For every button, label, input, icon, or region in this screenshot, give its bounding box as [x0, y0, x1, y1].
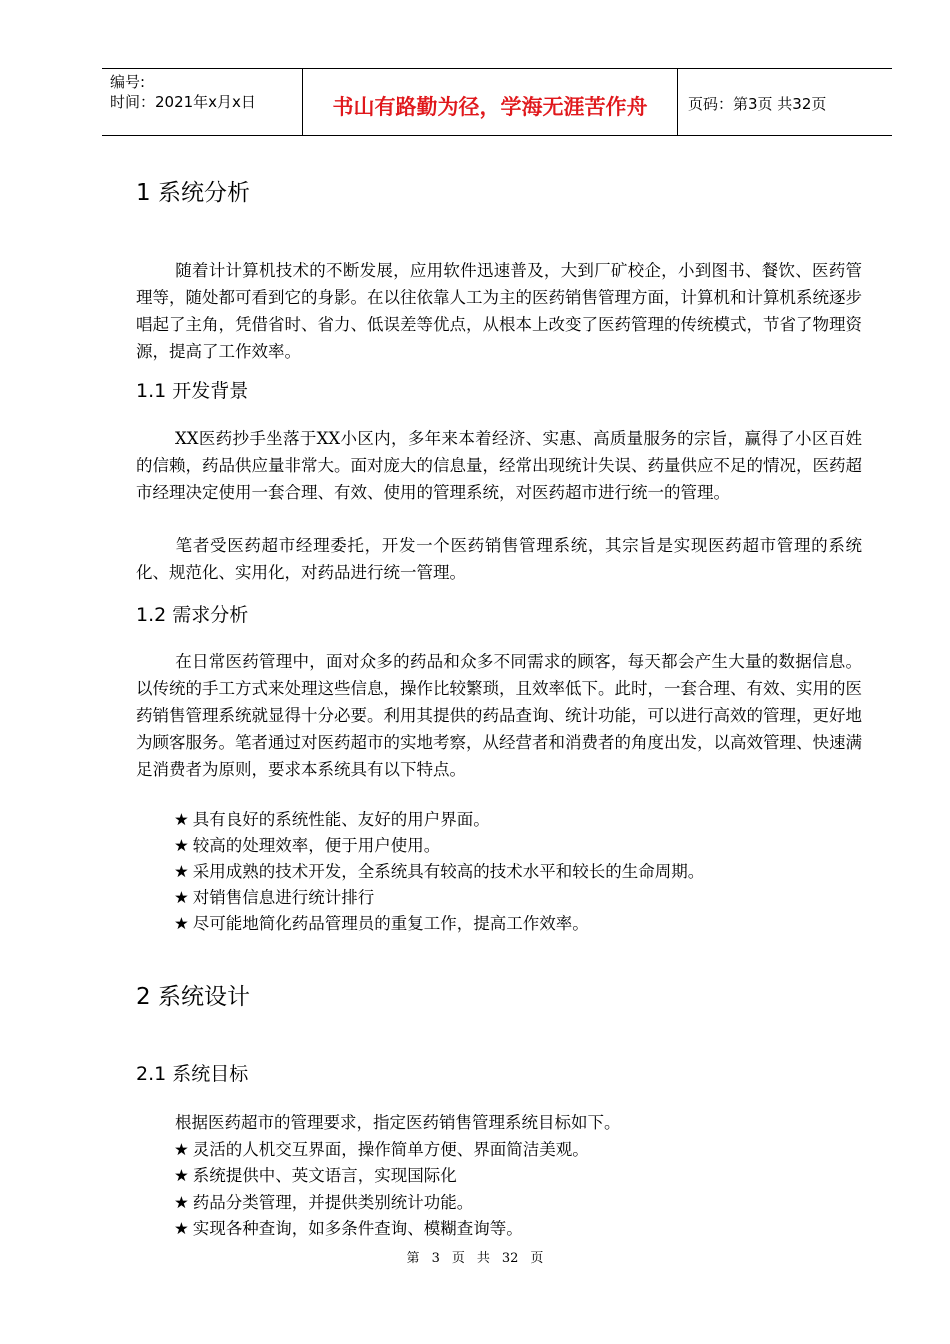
page-footer: 第 3 页 共 32 页: [406, 1251, 544, 1266]
section-1-1-paragraph-1-text: XX医药抄手坐落于XX小区内，多年来本着经济、实惠、高质量服务的宗旨，赢得了小区百姓的信赖，药品供应量非常大。面对庞大的信息量，经常出现统计失误、药量供应不足的情况，医药超市经理决定使用一套合理、有效、使用的管理系统，对医药超市进行统一的管理。: [136, 429, 862, 502]
section-1-2-paragraph: [136, 648, 862, 783]
section-1-1-title: 1.1 开发背景: [136, 380, 249, 402]
list-item: ★ 较高的处理效率，便于用户使用。: [174, 836, 441, 855]
section-1-1-paragraph-2-text: 笔者受医药超市经理委托，开发一个医药销售管理系统，其宗旨是实现医药超市管理的系统化、规范化、实用化，对药品进行统一管理。: [136, 536, 862, 582]
list-item: ★ 采用成熟的技术开发，全系统具有较高的技术水平和较长的生命周期。: [174, 862, 705, 881]
section-1-1-paragraph-2: [136, 532, 862, 586]
star-icon: ★: [174, 1140, 189, 1159]
list-item: ★ 具有良好的系统性能、友好的用户界面。: [174, 810, 490, 829]
star-icon: ★: [174, 914, 189, 933]
list-item: ★ 系统提供中、英文语言，实现国际化: [174, 1166, 457, 1185]
section-2-1-paragraph: [136, 1109, 862, 1136]
list-item: ★ 灵活的人机交互界面，操作简单方便、界面简洁美观。: [174, 1140, 589, 1159]
star-icon: ★: [174, 810, 189, 829]
section-1-1-paragraph-1: [136, 425, 862, 506]
header-page-cell: [678, 69, 892, 135]
page-header: [102, 68, 892, 136]
header-page-label: 页码：第3页 共32页: [688, 95, 827, 113]
header-meta: [102, 69, 303, 135]
star-icon: ★: [174, 888, 189, 907]
section-1-paragraph: [136, 257, 862, 365]
section-2-1-title: 2.1 系统目标: [136, 1063, 249, 1085]
list-item: ★ 实现各种查询，如多条件查询、模糊查询等。: [174, 1219, 523, 1238]
section-1-title: 1 系统分析: [136, 180, 250, 206]
header-motto: 书山有路勤为径，学海无涯苦作舟: [332, 95, 648, 119]
list-item: ★ 对销售信息进行统计排行: [174, 888, 375, 907]
star-icon: ★: [174, 1166, 189, 1185]
star-icon: ★: [174, 1193, 189, 1212]
list-item: ★ 药品分类管理，并提供类别统计功能。: [174, 1193, 474, 1212]
section-1-2-title: 1.2 需求分析: [136, 604, 249, 626]
number-label: 编号:: [110, 73, 146, 91]
section-1-paragraph-text: 随着计计算机技术的不断发展，应用软件迅速普及，大到厂矿校企，小到图书、餐饮、医药管理等，随处都可看到它的身影。在以往依靠人工为主的医药销售管理方面，计算机和计算机系统逐步唱起了主角，凭借省时、省力、低误差等优点，从根本上改变了医药管理的传统模式，节省了物理资源，提高了工作效率。: [136, 261, 862, 361]
section-2-title: 2 系统设计: [136, 984, 250, 1010]
section-1-2-paragraph-text: 在日常医药管理中，面对众多的药品和众多不同需求的顾客，每天都会产生大量的数据信息。以传统的手工方式来处理这些信息，操作比较繁琐，且效率低下。此时，一套合理、有效、实用的医药销售管理系统就显得十分必要。利用其提供的药品查询、统计功能，可以进行高效的管理，更好地为顾客服务。笔者通过对医药超市的实地考察，从经营者和消费者的角度出发，以高效管理、快速满足消费者为原则，要求本系统具有以下特点。: [136, 652, 862, 779]
star-icon: ★: [174, 836, 189, 855]
section-2-1-paragraph-text: 根据医药超市的管理要求，指定医药销售管理系统目标如下。: [175, 1113, 621, 1132]
list-item: ★ 尽可能地简化药品管理员的重复工作，提高工作效率。: [174, 914, 589, 933]
star-icon: ★: [174, 862, 189, 881]
footer-total-pages: 32: [501, 1251, 519, 1266]
header-motto-cell: [303, 69, 678, 135]
time-label: 时间：2021年x月x日: [110, 93, 256, 111]
footer-page-number: 3: [431, 1251, 440, 1266]
star-icon: ★: [174, 1219, 189, 1238]
